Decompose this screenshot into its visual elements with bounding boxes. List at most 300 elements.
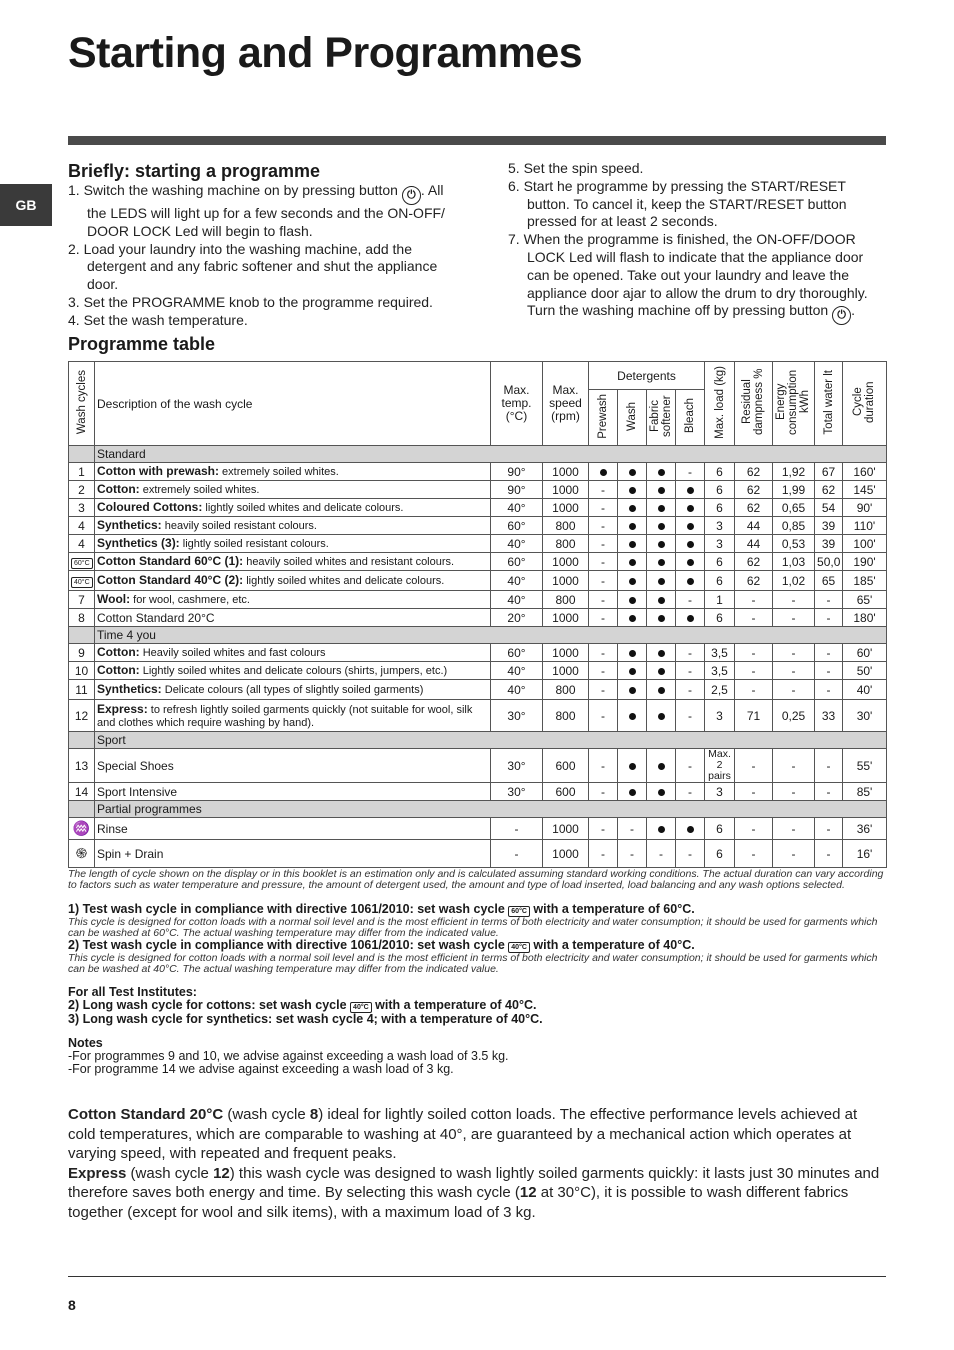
header-detergents: Detergents [589, 362, 705, 390]
row-water: - [815, 840, 843, 868]
cotton-60-icon: 60°C [508, 906, 530, 917]
header-duration [843, 362, 887, 446]
test-cycle-2 [68, 939, 886, 953]
row-duration: 90' [843, 499, 887, 517]
row-description [95, 463, 491, 481]
row-speed: 1000 [543, 662, 589, 680]
bleach-dash: - [676, 783, 705, 801]
row-speed: 800 [543, 700, 589, 732]
cotton-standard-20-description [68, 1105, 886, 1164]
row-number: 14 [69, 783, 95, 801]
cs20-text-b: ) ideal for lightly soiled cotton loads. The effective performance levels achieved at cold temperatures, which are comparable to washing at 40°, are guaranteed by a mechanical action which operates at varying speed, with repeated and frequent peaks. [68, 1106, 858, 1162]
test-cycle-1 [68, 903, 886, 917]
softener-dot [647, 749, 676, 783]
language-tab: GB [0, 184, 52, 226]
row-load: 6 [705, 463, 735, 481]
row-temp: 90° [491, 463, 543, 481]
row-temp: 30° [491, 700, 543, 732]
institute-item-3: 3) Long wash cycle for synthetics: set wash cycle 4; with a temperature of 40°C. [68, 1012, 543, 1026]
row-name: Coloured Cottons: [97, 500, 203, 514]
row-number: 3 [69, 499, 95, 517]
row-residual: 62 [735, 571, 773, 591]
table-row [69, 818, 887, 840]
row-load: 6 [705, 818, 735, 840]
header-max-load [705, 362, 735, 446]
row-speed: 800 [543, 517, 589, 535]
row-number: 4 [69, 535, 95, 553]
row-number: 9 [69, 644, 95, 662]
row-energy: 0,53 [773, 535, 815, 553]
row-water: 50,0 [815, 553, 843, 571]
step-1-text-end: . All the LEDS will light up for a few seconds and the ON-OFF/ DOOR LOCK Led will begin to flash. [87, 182, 445, 239]
table-row [69, 700, 887, 732]
programme-table-heading: Programme table [68, 334, 216, 354]
table-row [69, 644, 887, 662]
row-duration: 190' [843, 553, 887, 571]
row-temp: - [491, 840, 543, 868]
row-energy: 0,65 [773, 499, 815, 517]
softener-dot [647, 499, 676, 517]
softener-dot [647, 553, 676, 571]
row-description [95, 749, 491, 783]
wash-dot [618, 591, 647, 609]
note-2: -For programme 14 we advise against exceeding a wash load of 3 kg. [68, 1062, 454, 1076]
power-icon: ⏻ [832, 306, 851, 325]
prewash-dash: - [589, 609, 618, 627]
row-load: 2,5 [705, 680, 735, 700]
bleach-dot [676, 571, 705, 591]
row-desc: extremely soiled whites. [219, 466, 339, 478]
header-max-speed [543, 362, 589, 446]
header-energy [773, 362, 815, 446]
page-number: 8 [68, 1297, 76, 1313]
row-temp: 40° [491, 591, 543, 609]
row-energy: - [773, 591, 815, 609]
wash-dot [618, 535, 647, 553]
prewash-dash: - [589, 553, 618, 571]
bleach-dash: - [676, 662, 705, 680]
row-load: 6 [705, 481, 735, 499]
group-time4you-label: Time 4 you [95, 627, 887, 644]
bottom-rule [68, 1276, 886, 1277]
row-name: Synthetics: [97, 518, 162, 532]
row-load: 6 [705, 840, 735, 868]
cycle-descriptions [68, 1105, 886, 1222]
step-7-text-end: . [851, 302, 855, 319]
row-residual: - [735, 591, 773, 609]
softener-dot [647, 662, 676, 680]
exp-text-c: at 30°C), it is possible to wash different fabrics together (except for wool and silk items), with a maximum load of 3 kg. [68, 1184, 849, 1221]
row-temp: 90° [491, 481, 543, 499]
wash-dash: - [618, 818, 647, 840]
group-partial-label: Partial programmes [95, 801, 887, 818]
header-bleach-text: Bleach [684, 398, 696, 434]
row-description [95, 499, 491, 517]
row-energy: - [773, 644, 815, 662]
test-cycle-2-detail: This cycle is designed for cotton loads with a normal soil level and is the most efficient in terms of both electricity and water consumption; it should be used for garments which can be washed at 40°C. The actual washing temperature may differ from the indicated value. [68, 952, 878, 975]
row-name: Cotton Standard 60°C (1): [97, 554, 244, 568]
header-max-temp [491, 362, 543, 446]
row-number: 7 [69, 591, 95, 609]
table-row [69, 840, 887, 868]
row-temp: 30° [491, 783, 543, 801]
step-6: 6. Start he programme by pressing the START/RESET button. To cancel it, keep the START/RESET button pressed for at least 2 seconds. [508, 177, 847, 230]
group-standard-label: Standard [95, 446, 887, 463]
row-load: Max. 2 pairs [705, 749, 735, 783]
row-duration: 160' [843, 463, 887, 481]
row-residual: - [735, 840, 773, 868]
row-energy: - [773, 818, 815, 840]
row-load: 3 [705, 783, 735, 801]
prewash-dash: - [589, 571, 618, 591]
row-load: 3 [705, 535, 735, 553]
group-sport-label: Sport [95, 732, 887, 749]
row-load: 6 [705, 553, 735, 571]
row-duration: 110' [843, 517, 887, 535]
row-temp: 40° [491, 662, 543, 680]
group-standard [69, 446, 887, 463]
prewash-dash: - [589, 662, 618, 680]
table-row [69, 481, 887, 499]
row-energy: 1,02 [773, 571, 815, 591]
row-residual: 71 [735, 700, 773, 732]
step-7 [508, 231, 886, 325]
row-load: 3,5 [705, 662, 735, 680]
row-number: 13 [69, 749, 95, 783]
row-water: - [815, 818, 843, 840]
row-water: 39 [815, 535, 843, 553]
institutes-heading: For all Test Institutes: [68, 985, 197, 999]
prewash-dash: - [589, 517, 618, 535]
wash-dot [618, 662, 647, 680]
bleach-dot [676, 609, 705, 627]
exp-text-b: ) this wash cycle was designed to wash lightly soiled garments quickly: it lasts just 30 minutes and therefore saves both energy and time. By selecting this wash cycle ( [68, 1164, 880, 1201]
row-water: - [815, 609, 843, 627]
header-wash-cycles-text: Wash cycles [75, 369, 88, 435]
row-desc: to refresh lightly soiled garments quickly (not suitable for wool, silk and clothes which require washing by hand). [97, 703, 473, 729]
softener-dash: - [647, 840, 676, 868]
softener-dot [647, 535, 676, 553]
header-water [815, 362, 843, 446]
institute-item-2 [68, 999, 886, 1013]
row-name: Cotton: [97, 482, 140, 496]
test-cycle-1-text: 1) Test wash cycle in compliance with directive 1061/2010: set wash cycle [68, 902, 505, 916]
header-fabric-softener-text: Fabric softener [649, 395, 673, 437]
rinse-icon: ♒ [69, 818, 95, 840]
row-residual: - [735, 644, 773, 662]
row-speed: 600 [543, 783, 589, 801]
header-prewash-text: Prewash [597, 393, 609, 439]
row-description [95, 662, 491, 680]
row-speed: 1000 [543, 644, 589, 662]
exp-number-2: 12 [519, 1184, 537, 1201]
row-duration: 30' [843, 700, 887, 732]
wash-dot [618, 571, 647, 591]
header-max-temp-text: Max. temp. (°C) [501, 383, 532, 423]
row-speed: 1000 [543, 499, 589, 517]
step-1 [68, 182, 466, 241]
row-residual: 62 [735, 463, 773, 481]
step-7-text: 7. When the programme is finished, the ON-OFF/DOOR LOCK Led will flash to indicate that the appliance door can be opened. Take out your laundry and leave the appliance door ajar to allow the drum to dry thoroughly. Turn the washing machine off by pressing button [508, 231, 868, 319]
table-row [69, 662, 887, 680]
row-duration: 185' [843, 571, 887, 591]
table-row [69, 499, 887, 517]
note-1: -For programmes 9 and 10, we advise against exceeding a wash load of 3.5 kg. [68, 1049, 509, 1063]
wash-dot [618, 680, 647, 700]
row-water: - [815, 644, 843, 662]
row-duration: 85' [843, 783, 887, 801]
table-row [69, 463, 887, 481]
row-duration: 100' [843, 535, 887, 553]
bleach-dash: - [676, 591, 705, 609]
header-residual-text: Residual dampness % [740, 368, 765, 436]
row-load: 3 [705, 700, 735, 732]
header-duration-text: Cycle duration [851, 381, 876, 423]
prewash-dash: - [589, 783, 618, 801]
row-temp: 40° [491, 571, 543, 591]
row-residual: - [735, 680, 773, 700]
wash-dot [618, 783, 647, 801]
test-cycle-notes [68, 903, 886, 975]
row-water: 33 [815, 700, 843, 732]
table-row [69, 749, 887, 783]
row-desc: heavily soiled whites and resistant colours. [243, 556, 455, 568]
test-cycle-1-detail: This cycle is designed for cotton loads with a normal soil level and is the most efficient in terms of both electricity and water consumption; it should be used for garments which can be washed at 60°C. The actual washing temperature may differ from the indicated value. [68, 916, 878, 939]
row-description: Rinse [95, 818, 491, 840]
row-name: Cotton: [97, 663, 140, 677]
test-cycle-2-text: 2) Test wash cycle in compliance with directive 1061/2010: set wash cycle [68, 938, 505, 952]
row-name: Synthetics: [97, 682, 162, 696]
exp-number: 12 [213, 1164, 230, 1182]
softener-dot [647, 680, 676, 700]
row-description [95, 517, 491, 535]
cs20-text-a: (wash cycle [223, 1106, 310, 1123]
group-partial [69, 801, 887, 818]
prewash-dash: - [589, 535, 618, 553]
row-water: - [815, 591, 843, 609]
row-number: 10 [69, 662, 95, 680]
row-water: 65 [815, 571, 843, 591]
header-energy-text: Energy consumption kWh [775, 369, 812, 435]
header-max-speed-text: Max. speed (rpm) [549, 383, 582, 423]
row-description [95, 680, 491, 700]
duration-estimation-note: The length of cycle shown on the display or in this booklet is an estimation only and is calculated assuming standard working conditions. The actual duration can vary according to factors such as water temperature and pressure, the amount of detergent used, the amount and type of load inserted, load balancing and any wash options selected. [68, 868, 884, 891]
row-number: 11 [69, 680, 95, 700]
softener-dot [647, 571, 676, 591]
row-duration: 180' [843, 609, 887, 627]
softener-dot [647, 783, 676, 801]
bleach-dot [676, 818, 705, 840]
express-name: Express [68, 1164, 127, 1182]
row-desc: Delicate colours (all types of slightly soiled garments) [161, 684, 424, 696]
row-name: Express: [97, 701, 148, 716]
cotton-60-icon-label: 60°C [71, 558, 93, 569]
table-row [69, 609, 887, 627]
wash-dash: - [618, 840, 647, 868]
row-residual: 62 [735, 499, 773, 517]
bleach-dash: - [676, 700, 705, 732]
row-temp: 60° [491, 553, 543, 571]
row-load: 6 [705, 571, 735, 591]
softener-dot [647, 818, 676, 840]
bleach-dot [676, 553, 705, 571]
prewash-dash: - [589, 818, 618, 840]
cs20-number: 8 [309, 1106, 319, 1123]
row-desc: Heavily soiled whites and fast colours [139, 647, 326, 659]
row-speed: 1000 [543, 553, 589, 571]
row-energy: 1,03 [773, 553, 815, 571]
row-water: 62 [815, 481, 843, 499]
row-name: Cotton Standard 40°C (2): [97, 573, 244, 587]
test-cycle-1-text-end: with a temperature of 60°C. [533, 902, 695, 916]
row-number: 2 [69, 481, 95, 499]
bleach-dot [676, 481, 705, 499]
row-duration: 60' [843, 644, 887, 662]
header-wash [618, 390, 647, 446]
row-residual: - [735, 783, 773, 801]
row-load: 6 [705, 609, 735, 627]
row-name: Cotton with prewash: [97, 464, 219, 478]
prewash-dash: - [589, 499, 618, 517]
top-rule [68, 136, 886, 145]
header-fabric-softener [647, 390, 676, 446]
row-load: 1 [705, 591, 735, 609]
wash-dot [618, 749, 647, 783]
row-water: - [815, 749, 843, 783]
header-wash-text: Wash [626, 401, 638, 431]
row-energy: - [773, 680, 815, 700]
row-water: - [815, 680, 843, 700]
prewash-dash: - [589, 700, 618, 732]
row-description [95, 700, 491, 732]
step-3: 3. Set the PROGRAMME knob to the programme required. [68, 293, 433, 310]
table-row [69, 517, 887, 535]
row-water: 54 [815, 499, 843, 517]
step-2: 2. Load your laundry into the washing machine, add the detergent and any fabric softener and shut the appliance door. [68, 240, 438, 293]
row-energy: - [773, 783, 815, 801]
briefly-steps-left [68, 182, 466, 330]
step-1-text: 1. Switch the washing machine on by pressing button [68, 182, 398, 198]
wash-dot [618, 700, 647, 732]
row-energy: - [773, 609, 815, 627]
notes-block [68, 1037, 886, 1076]
wash-dot [618, 463, 647, 481]
notes-heading: Notes [68, 1036, 103, 1050]
prewash-dash: - [589, 680, 618, 700]
briefly-heading: Briefly: starting a programme [68, 161, 321, 181]
row-residual: 44 [735, 517, 773, 535]
row-load: 3 [705, 517, 735, 535]
wash-dot [618, 499, 647, 517]
row-description [95, 535, 491, 553]
cotton-standard-20-name: Cotton Standard 20°C [68, 1106, 224, 1123]
row-number: 1 [69, 463, 95, 481]
row-temp: 30° [491, 749, 543, 783]
row-energy: 0,85 [773, 517, 815, 535]
row-number: 8 [69, 609, 95, 627]
cotton-40-icon [69, 571, 95, 591]
row-residual: 62 [735, 553, 773, 571]
row-name: Wool: [97, 592, 131, 606]
row-residual: - [735, 749, 773, 783]
step-5: 5. Set the spin speed. [508, 160, 644, 176]
row-residual: 62 [735, 481, 773, 499]
row-desc: lightly soiled whites and delicate colours. [243, 575, 445, 587]
row-energy: 0,25 [773, 700, 815, 732]
prewash-dash: - [589, 840, 618, 868]
header-description: Description of the wash cycle [95, 362, 491, 446]
row-description [95, 591, 491, 609]
row-desc: heavily soiled resistant colours. [161, 520, 317, 532]
bleach-dash: - [676, 749, 705, 783]
page-title: Starting and Programmes [68, 29, 583, 77]
row-energy: 1,92 [773, 463, 815, 481]
row-description [95, 609, 491, 627]
institute-item-2-text-end: with a temperature of 40°C. [375, 998, 537, 1012]
row-name: Synthetics (3): [97, 536, 180, 550]
prewash-dash: - [589, 481, 618, 499]
header-bleach [676, 390, 705, 446]
table-row [69, 591, 887, 609]
table-row [69, 571, 887, 591]
row-temp: 40° [491, 680, 543, 700]
row-temp: 40° [491, 499, 543, 517]
row-duration: 16' [843, 840, 887, 868]
row-duration: 55' [843, 749, 887, 783]
bleach-dash: - [676, 463, 705, 481]
row-duration: 36' [843, 818, 887, 840]
softener-dot [647, 591, 676, 609]
table-row [69, 535, 887, 553]
test-institutes [68, 986, 886, 1026]
row-description [95, 644, 491, 662]
bleach-dot [676, 499, 705, 517]
header-prewash [589, 390, 618, 446]
prewash-dash: - [589, 591, 618, 609]
bleach-dot [676, 517, 705, 535]
row-temp: 60° [491, 517, 543, 535]
prewash-dash: - [589, 644, 618, 662]
bleach-dash: - [676, 840, 705, 868]
wash-dot [618, 481, 647, 499]
row-duration: 50' [843, 662, 887, 680]
row-duration: 65' [843, 591, 887, 609]
row-desc: for wool, cashmere, etc. [130, 594, 250, 606]
row-water: 67 [815, 463, 843, 481]
test-cycle-2-text-end: with a temperature of 40°C. [533, 938, 695, 952]
row-residual: - [735, 609, 773, 627]
softener-dot [647, 481, 676, 499]
row-residual: - [735, 662, 773, 680]
row-load: 6 [705, 499, 735, 517]
exp-text-a: (wash cycle [126, 1164, 214, 1182]
row-speed: 1000 [543, 571, 589, 591]
programme-table [68, 361, 887, 868]
row-energy: - [773, 662, 815, 680]
row-duration: 145' [843, 481, 887, 499]
wash-dot [618, 644, 647, 662]
softener-dot [647, 700, 676, 732]
row-name: Sport Intensive [97, 784, 178, 799]
row-description [95, 783, 491, 801]
row-description: Spin + Drain [95, 840, 491, 868]
row-energy: - [773, 840, 815, 868]
softener-dot [647, 609, 676, 627]
row-speed: 1000 [543, 818, 589, 840]
wash-dot [618, 553, 647, 571]
spin-drain-icon: ֍ [69, 840, 95, 868]
wash-dot [618, 609, 647, 627]
